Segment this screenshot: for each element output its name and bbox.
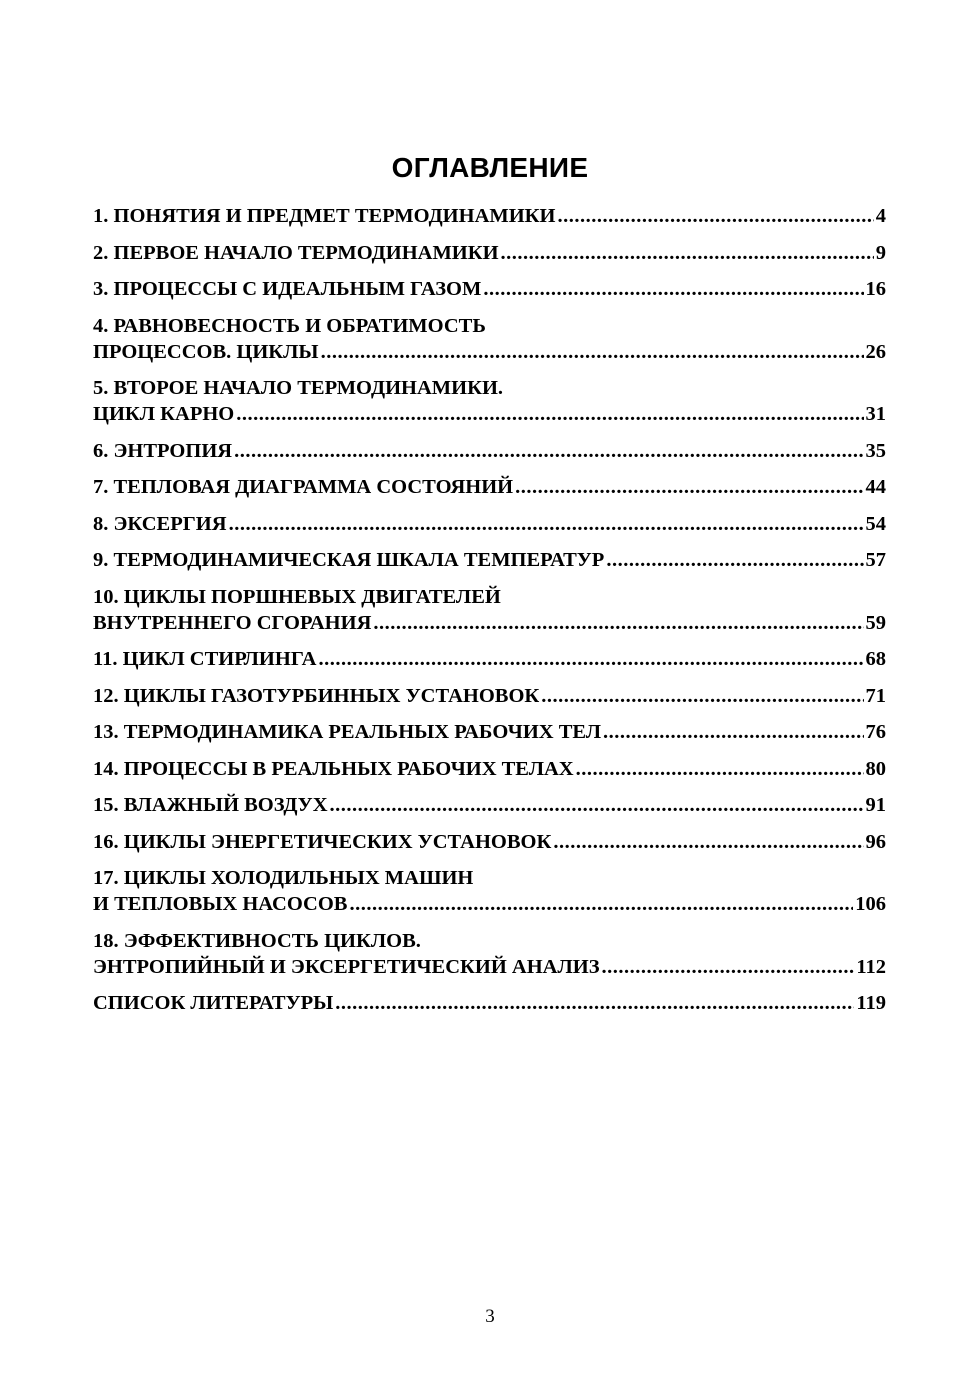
toc-entry-title-first-line: 18. ЭФФЕКТИВНОСТЬ ЦИКЛОВ. xyxy=(93,929,421,952)
toc-dot-leader xyxy=(373,610,863,636)
toc-dot-leader xyxy=(321,339,864,365)
toc-entry[interactable] xyxy=(93,719,886,745)
toc-entry-row xyxy=(93,401,886,427)
toc-entry-title: ЭНТРОПИЙНЫЙ И ЭКСЕРГЕТИЧЕСКИЙ АНАЛИЗ xyxy=(93,955,600,978)
page-number: 3 xyxy=(485,1306,495,1327)
toc-entry[interactable] xyxy=(93,756,886,782)
toc-entry-title: 16. ЦИКЛЫ ЭНЕРГЕТИЧЕСКИХ УСТАНОВОК xyxy=(93,830,552,853)
toc-dot-leader xyxy=(501,240,874,266)
toc-entry-row xyxy=(93,891,886,917)
toc-page-number: 26 xyxy=(865,340,886,363)
toc-entry-title: 3. ПРОЦЕССЫ С ИДЕАЛЬНЫМ ГАЗОМ xyxy=(93,278,482,300)
toc-page-number: 9 xyxy=(875,241,886,264)
toc-entry[interactable] xyxy=(93,990,886,1016)
toc-entry[interactable] xyxy=(93,240,886,266)
toc-entry[interactable] xyxy=(93,511,886,537)
toc-page-number: 96 xyxy=(865,830,886,853)
toc-entry-title: ЦИКЛ КАРНО xyxy=(93,403,235,425)
toc-entry-row xyxy=(93,547,886,573)
toc-entry[interactable] xyxy=(93,829,886,855)
toc-entry[interactable] xyxy=(93,375,886,427)
toc-page-number: 106 xyxy=(855,893,886,915)
toc-page-number: 68 xyxy=(865,648,886,670)
toc-dot-leader xyxy=(318,646,863,672)
toc-page-number: 76 xyxy=(865,721,886,743)
toc-page-number: 80 xyxy=(865,757,886,780)
toc-entry-title: 2. ПЕРВОЕ НАЧАЛО ТЕРМОДИНАМИКИ xyxy=(93,241,499,264)
toc-entry[interactable] xyxy=(93,646,886,672)
toc-entry-row xyxy=(93,511,886,537)
toc-entry[interactable] xyxy=(93,865,886,917)
toc-entry-row xyxy=(93,829,886,855)
toc-dot-leader xyxy=(349,891,853,917)
toc-entry-title: 15. ВЛАЖНЫЙ ВОЗДУХ xyxy=(93,794,328,816)
toc-page-number: 54 xyxy=(865,512,886,535)
toc-entry-title: 14. ПРОЦЕССЫ В РЕАЛЬНЫХ РАБОЧИХ ТЕЛАХ xyxy=(93,757,574,780)
toc-entry-row xyxy=(93,240,886,266)
toc-entry-row xyxy=(93,954,886,980)
toc-entry-title-first-line: 5. ВТОРОЕ НАЧАЛО ТЕРМОДИНАМИКИ. xyxy=(93,377,504,399)
toc-dot-leader xyxy=(557,203,873,229)
toc-entry-title-first-line: 4. РАВНОВЕСНОСТЬ И ОБРАТИМОСТЬ xyxy=(93,314,486,337)
toc-entry-title: 11. ЦИКЛ СТИРЛИНГА xyxy=(93,648,317,670)
toc-entry-row xyxy=(93,990,886,1016)
toc-dot-leader xyxy=(602,954,855,980)
toc-page-number: 71 xyxy=(865,684,886,707)
toc-entry[interactable] xyxy=(93,313,886,365)
toc-entry-row xyxy=(93,339,886,365)
toc-page-number: 91 xyxy=(865,794,886,816)
toc-entry-row xyxy=(93,203,886,229)
toc-entry[interactable] xyxy=(93,683,886,709)
toc-entry-title: 1. ПОНЯТИЯ И ПРЕДМЕТ ТЕРМОДИНАМИКИ xyxy=(93,205,556,227)
toc-dot-leader xyxy=(606,547,863,573)
toc-entry-title: 8. ЭКСЕРГИЯ xyxy=(93,512,227,535)
toc-entry-title-first-line: 10. ЦИКЛЫ ПОРШНЕВЫХ ДВИГАТЕЛЕЙ xyxy=(93,585,501,608)
toc-page-number: 4 xyxy=(875,205,886,227)
toc-dot-leader xyxy=(603,719,863,745)
toc-entry-title: 13. ТЕРМОДИНАМИКА РЕАЛЬНЫХ РАБОЧИХ ТЕЛ xyxy=(93,721,602,743)
toc-page-number: 44 xyxy=(865,476,886,498)
toc-page-number: 35 xyxy=(865,439,886,462)
toc-entry[interactable] xyxy=(93,547,886,573)
toc-entry-row xyxy=(93,474,886,500)
toc-entry[interactable] xyxy=(93,792,886,818)
toc-entry[interactable] xyxy=(93,474,886,500)
toc-entry[interactable] xyxy=(93,928,886,980)
toc-dot-leader xyxy=(335,990,854,1016)
toc-page-number: 112 xyxy=(856,955,886,978)
toc-dot-leader xyxy=(576,756,864,782)
toc-dot-leader xyxy=(236,401,863,427)
page-title: ОГЛАВЛЕНИЕ xyxy=(391,152,589,183)
toc-dot-leader xyxy=(229,511,864,537)
toc-dot-leader xyxy=(553,829,863,855)
toc-entry-title: 12. ЦИКЛЫ ГАЗОТУРБИННЫХ УСТАНОВОК xyxy=(93,684,540,707)
toc-entry-title: ВНУТРЕННЕГО СГОРАНИЯ xyxy=(93,611,372,634)
toc-entry[interactable] xyxy=(93,584,886,636)
toc-entry[interactable] xyxy=(93,276,886,302)
toc-page-number: 59 xyxy=(865,611,886,634)
toc-dot-leader xyxy=(483,276,863,302)
toc-entry-row xyxy=(93,719,886,745)
toc-entry-title: СПИСОК ЛИТЕРАТУРЫ xyxy=(93,992,334,1014)
toc-entry-row xyxy=(93,756,886,782)
toc-entry-row xyxy=(93,683,886,709)
toc-entry-title: И ТЕПЛОВЫХ НАСОСОВ xyxy=(93,893,348,915)
toc-entry[interactable] xyxy=(93,203,886,229)
toc-entry-title: ПРОЦЕССОВ. ЦИКЛЫ xyxy=(93,340,319,363)
toc-page-number: 16 xyxy=(865,278,886,300)
toc-dot-leader xyxy=(234,438,863,464)
toc-entry-row xyxy=(93,792,886,818)
toc-dot-leader xyxy=(330,792,864,818)
toc-entry-row xyxy=(93,276,886,302)
toc-entry-row xyxy=(93,610,886,636)
table-of-contents xyxy=(93,203,886,1027)
toc-page-number: 119 xyxy=(856,992,886,1014)
toc-entry-row xyxy=(93,438,886,464)
toc-page-number: 57 xyxy=(865,549,886,571)
toc-entry[interactable] xyxy=(93,438,886,464)
toc-dot-leader xyxy=(541,683,863,709)
toc-entry-title: 7. ТЕПЛОВАЯ ДИАГРАММА СОСТОЯНИЙ xyxy=(93,476,514,498)
toc-entry-title: 9. ТЕРМОДИНАМИЧЕСКАЯ ШКАЛА ТЕМПЕРАТУР xyxy=(93,549,605,571)
toc-entry-title: 6. ЭНТРОПИЯ xyxy=(93,439,233,462)
toc-page-number: 31 xyxy=(865,403,886,425)
toc-entry-title-first-line: 17. ЦИКЛЫ ХОЛОДИЛЬНЫХ МАШИН xyxy=(93,867,474,889)
toc-dot-leader xyxy=(515,474,863,500)
toc-entry-row xyxy=(93,646,886,672)
